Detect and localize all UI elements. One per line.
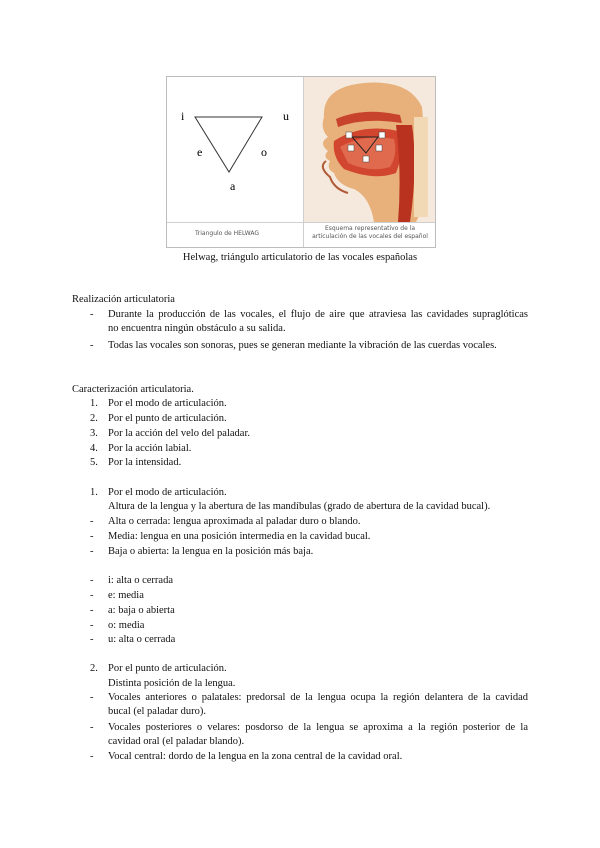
punto-bullet-3: Vocal central: dordo de la lengua en la zona central de la cavidad oral. [108,751,403,762]
figure-caption: Helwag, triángulo articulatorio de las vocales españolas [182,252,418,263]
realizacion-bullet-2: Todas las vocales son sonoras, pues se generan mediante la vibración de las cuerdas vocales. [108,340,497,351]
bullet-dash: - [90,340,94,351]
punto-bullet-2-line2: cavidad oral (el paladar blando). [108,736,245,747]
punto-heading: Por el punto de articulación. [108,663,227,674]
vocal-tract-illustration [304,77,435,247]
bullet-dash: - [90,546,94,557]
realizacion-bullet-1-line2: no encuentra ningún obstáculo a su salida. [108,323,286,334]
punto-bullet-2-line1: Vocales posteriores o velares: posdorso de la lengua se aproxima a la región posterior de la [108,722,528,733]
vowel-item: u: alta o cerrada [108,634,176,645]
list-number: 1. [90,487,98,498]
list-number: 2. [90,413,98,424]
modo-heading: Por el modo de articulación. [108,487,227,498]
modo-bullet: Media: lengua en una posición intermedia en la cavidad bucal. [108,531,371,542]
label-e: e [197,145,203,159]
list-item: Por la acción del velo del paladar. [108,428,250,439]
list-number: 3. [90,428,98,439]
left-figure-caption: Triangulo de HELWAG [195,230,260,237]
modo-subheading: Altura de la lengua y la abertura de las mandíbulas (grado de abertura de la cavidad bucal). [108,501,491,512]
bullet-dash: - [90,634,94,645]
label-a: a [230,179,236,193]
vowel-item: a: baja o abierta [108,605,175,616]
bullet-dash: - [90,531,94,542]
vocal-tract-svg [304,77,435,222]
list-number: 5. [90,457,98,468]
bullet-dash: - [90,575,94,586]
bullet-dash: - [90,590,94,601]
list-item: Por el modo de articulación. [108,398,227,409]
punto-bullet-1-line2: bucal (el paladar duro). [108,706,206,717]
list-number: 1. [90,398,98,409]
realizacion-bullet-1-line1: Durante la producción de las vocales, el flujo de aire que atraviesa las cavidades supraglóticas [108,309,528,320]
bullet-dash: - [90,620,94,631]
bullet-dash: - [90,692,94,703]
vowel-item: o: media [108,620,145,631]
modo-bullet: Baja o abierta: la lengua en la posición más baja. [108,546,314,557]
bullet-dash: - [90,309,94,320]
vowel-item: e: media [108,590,144,601]
section-title-realizacion: Realización articulatoria [72,294,175,305]
label-o: o [261,145,267,159]
list-item: Por el punto de articulación. [108,413,227,424]
list-number: 2. [90,663,98,674]
label-u: u [283,109,289,123]
bullet-dash: - [90,722,94,733]
triangle-svg [167,77,303,222]
bullet-dash: - [90,751,94,762]
punto-bullet-1-line1: Vocales anteriores o palatales: predorsal de la lengua ocupa la región delantera de la cavidad [108,692,528,703]
vowel-figure [166,76,436,248]
label-i: i [181,109,185,123]
modo-bullet: Alta o cerrada: lengua aproximada al paladar duro o blando. [108,516,361,527]
list-number: 4. [90,443,98,454]
bullet-dash: - [90,605,94,616]
right-figure-caption-line1: Esquema representativo de la [324,225,416,232]
list-item: Por la acción labial. [108,443,192,454]
section-title-caracterizacion: Caracterización articulatoria. [72,384,194,395]
bullet-dash: - [90,516,94,527]
vowel-item: i: alta o cerrada [108,575,173,586]
list-item: Por la intensidad. [108,457,182,468]
right-figure-caption-line2: articulación de las vocales del español [312,233,428,240]
punto-subheading: Distinta posición de la lengua. [108,678,236,689]
